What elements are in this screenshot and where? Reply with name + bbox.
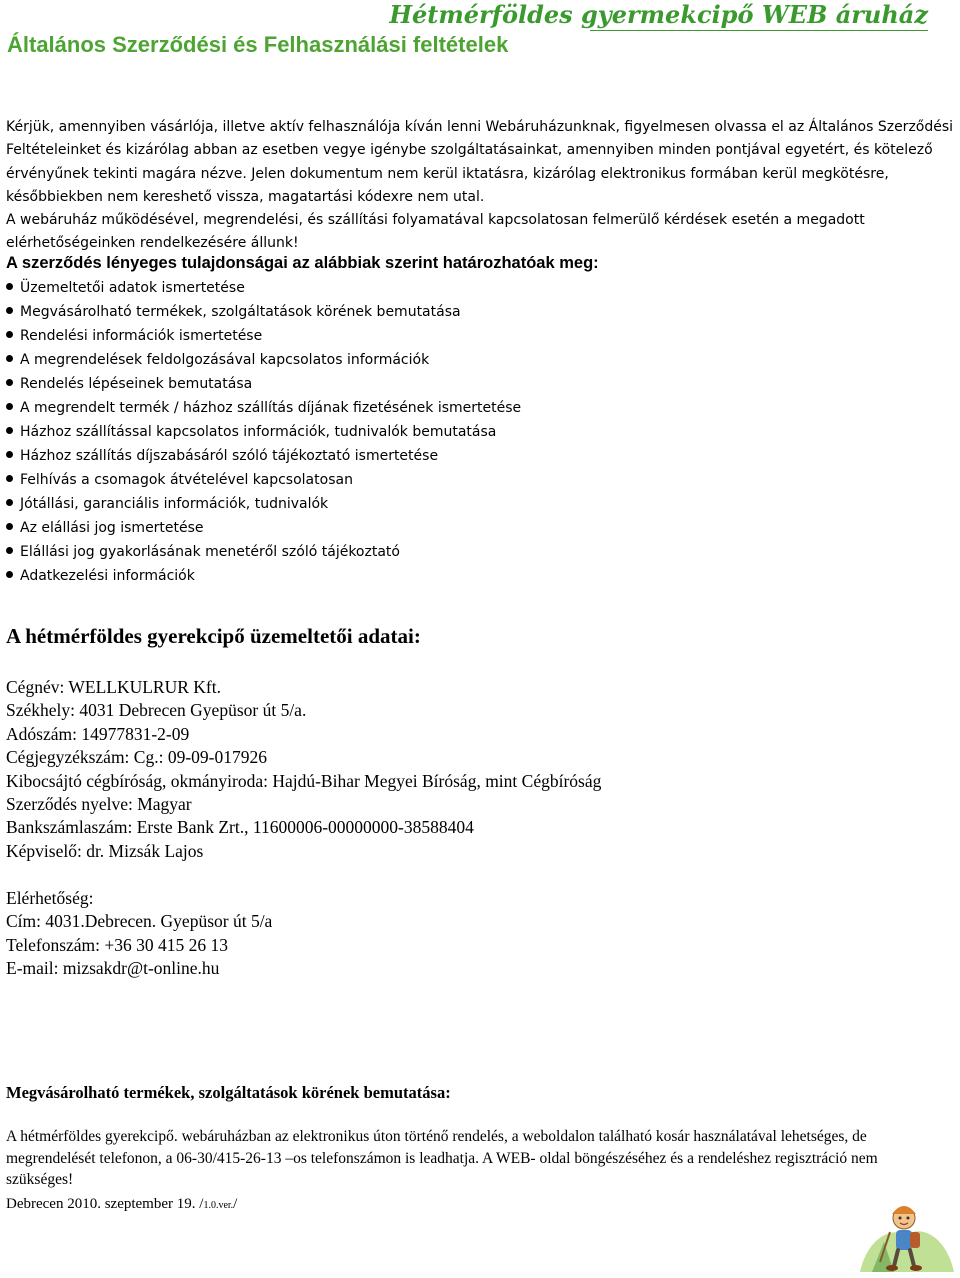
list-item-text: Megvásárolható termékek, szolgáltatások körének bemutatása [20, 304, 461, 320]
list-item [6, 468, 521, 492]
list-item-text: Jótállási, garanciális információk, tudnivalók [20, 496, 329, 512]
brand-logo-text: Hétmérföldes gyermekcipő WEB áruház [389, 0, 928, 29]
list-item-text: A megrendelések feldolgozásával kapcsolatos információk [20, 352, 430, 368]
list-item [6, 396, 521, 420]
list-item [6, 300, 521, 324]
list-item [6, 420, 521, 444]
list-item-text: Felhívás a csomagok átvételével kapcsolatosan [20, 472, 353, 488]
operator-court: Kibocsájtó cégbíróság, okmányiroda: Hajdú-Bihar Megyei Bíróság, mint Cégbíróság [6, 770, 602, 791]
bullet-icon [6, 403, 13, 410]
operator-registration-number: Cégjegyzékszám: Cg.: 09-09-017926 [6, 747, 267, 768]
bullet-icon [6, 451, 13, 458]
bullet-icon [6, 427, 13, 434]
bullet-icon [6, 499, 13, 506]
operator-heading: A hétmérföldes gyerekcipő üzemeltetői adatai: [6, 624, 421, 648]
operator-contract-language: Szerződés nyelve: Magyar [6, 794, 192, 815]
list-item-text: Elállási jog gyakorlásának menetéről szóló tájékoztató [20, 544, 400, 560]
contact-email: E-mail: mizsakdr@t-online.hu [6, 958, 220, 979]
intro-section [6, 116, 956, 256]
list-item-text: Házhoz szállítással kapcsolatos információk, tudnivalók bemutatása [20, 424, 497, 440]
list-item-text: Üzemeltetői adatok ismertetése [20, 280, 245, 296]
footer-version: 1.0.ver. [203, 1200, 234, 1211]
page-title: Általános Szerződési és Felhasználási feltételek [7, 32, 509, 57]
list-item [6, 564, 521, 588]
features-list [6, 276, 521, 588]
list-item-text: Házhoz szállítás díjszabásáról szóló tájékoztató ismertetése [20, 448, 439, 464]
contact-heading: Elérhetőség: [6, 888, 94, 908]
list-item [6, 324, 521, 348]
contact-address: Cím: 4031.Debrecen. Gyepüsor út 5/a [6, 911, 273, 932]
list-item [6, 540, 521, 564]
list-item-text: Rendelés lépéseinek bemutatása [20, 376, 253, 392]
bullet-icon [6, 547, 13, 554]
bullet-icon [6, 523, 13, 530]
list-item-text: A megrendelt termék / házhoz szállítás díjának fizetésének ismertetése [20, 400, 522, 416]
footer-date [6, 1196, 237, 1213]
intro-paragraph-2: A webáruház működésével, megrendelési, és szállítási folyamatával kapcsolatosan felmerülő kérdések esetén a megadott elérhetőségeinken rendelkezésére állunk! [6, 212, 865, 252]
list-item [6, 492, 521, 516]
list-item [6, 348, 521, 372]
operator-representative: Képviselő: dr. Mizsák Lajos [6, 840, 204, 861]
intro-paragraph-1: Kérjük, amennyiben vásárlója, illetve aktív felhasználója kíván lenni Webáruházunknak, figyelmesen olvassa el az Általános Szerződési Feltételeinket és kizárólag abban az esetben vegye igénybe szolgáltatásainkat, amennyiben minden pontjával egyetért, és kötelező érvényűnek tekinti magára nézve. Jelen dokumentum nem kerül iktatásra, kizárólag elektronikus formában kerül megkötésre, későbbiekben nem kereshető vissza, magatartási kódexre nem utal. [6, 119, 954, 205]
hiker-mascot-icon [854, 1196, 958, 1274]
bullet-icon [6, 379, 13, 386]
header-divider [590, 30, 928, 31]
products-paragraph: A hétmérföldes gyerekcipő. webáruházban az elektronikus úton történő rendelés, a weboldalon található kosár használatával lehetséges, de megrendelését telefonon, a 06-30/415-26-13 –os telefonszámon is leadhatja. A WEB- oldal böngészéséhez és a rendeléshez regisztráció nem szükséges! [6, 1128, 878, 1188]
list-item [6, 516, 521, 540]
operator-tax-number: Adószám: 14977831-2-09 [6, 723, 190, 744]
list-item-text: Rendelési információk ismertetése [20, 328, 263, 344]
bullet-icon [6, 571, 13, 578]
contact-phone: Telefonszám: +36 30 415 26 13 [6, 934, 229, 955]
operator-address: Székhely: 4031 Debrecen Gyepüsor út 5/a. [6, 700, 307, 721]
footer-date-text: Debrecen 2010. szeptember 19. / [6, 1196, 204, 1212]
features-heading: A szerződés lényeges tulajdonságai az alábbiak szerint határozhatóak meg: [6, 254, 599, 272]
list-item [6, 372, 521, 396]
operator-company-name: Cégnév: WELLKULRUR Kft. [6, 677, 221, 697]
footer-end: / [233, 1196, 238, 1212]
bullet-icon [6, 307, 13, 314]
operator-details [6, 676, 601, 863]
list-item-text: Az elállási jog ismertetése [20, 520, 204, 536]
list-item-text: Adatkezelési információk [20, 568, 195, 584]
operator-bank-account: Bankszámlaszám: Erste Bank Zrt., 11600006-00000000-38588404 [6, 817, 474, 838]
list-item [6, 444, 521, 468]
bullet-icon [6, 331, 13, 338]
list-item [6, 276, 521, 300]
bullet-icon [6, 475, 13, 482]
bullet-icon [6, 355, 13, 362]
bullet-icon [6, 283, 13, 290]
products-heading: Megvásárolható termékek, szolgáltatások körének bemutatása: [6, 1083, 451, 1102]
contact-section [6, 887, 272, 981]
